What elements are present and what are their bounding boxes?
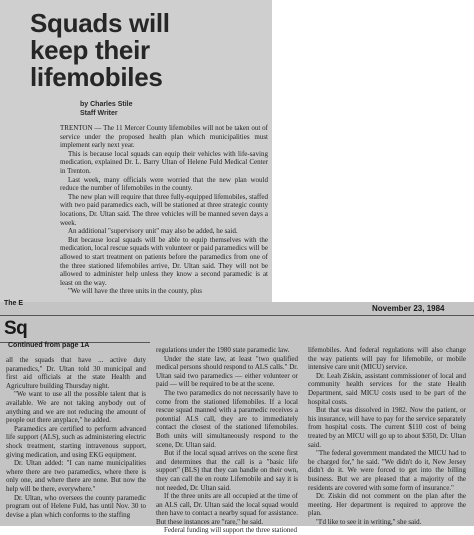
jump-column-1 xyxy=(6,356,146,519)
paragraph: Last week, many officials were worried that the new plan would reduce the number of lifemobiles in the county. xyxy=(60,175,268,193)
paragraph: "I'd like to see it in writing," she said. xyxy=(316,517,422,526)
paragraph: Under the state law, at least "two qualified medical persons should respond to ALS calls." Dr. Ultan said two paramedics — either volunteer or paid — will be required to be at the scene. xyxy=(156,354,298,389)
paragraph: The two paramedics do not necessarily have to come from the stationed lifemobiles. If a local rescue squad manned with a paramedic receives a potential ALS call, they are to immediately contact the closest of the stationed lifemobiles. Both units will simultaneously respond to the scene, Dr. Ultan said. xyxy=(156,388,298,449)
continued-line: Continued from page 1A xyxy=(8,342,90,349)
paragraph: Dr. Ziskin did not comment on the plan after the meeting. Her department is required to approve the plan. xyxy=(308,492,466,518)
paragraph: "We want to use all the possible talent that is available. We are not taking anybody out of anything and we are not reducing the amount of people out there anyplace," he added. xyxy=(6,390,146,425)
top-article-body xyxy=(60,124,268,296)
paragraph: lifemobiles. And federal regulations will also change the way patients will pay for lifemobile, or mobile intensive care unit (MICU) service. xyxy=(308,346,466,372)
paragraph: The new plan will require that three fully-equipped lifemobiles, staffed with two paid paramedics each, will be stationed at three strategic county locations, Dr. Ultan said. The three vehicles will be manned seven days a week. xyxy=(60,192,268,227)
paragraph: Dr. Ultan, who oversees the county paramedic program out of Helene Fuld, has until Nov. 30 to devise a plan which conforms to the staffing xyxy=(6,493,146,519)
paragraph: TRENTON — The 11 Mercer County lifemobiles will not be taken out of service under the proposed health plan which municipalities must implement early next year. xyxy=(60,124,268,150)
paragraph: Dr. Leah Ziskin, assistant commissioner of local and community health services for the state Health Department, said MICU costs used to be part of the hospital costs. xyxy=(308,371,466,406)
paragraph: Dr. Ultan added: "I can name municipalities where there are two paramedics, where there is only one, and where there are none. But now the help will be there, everywhere." xyxy=(6,459,146,493)
jump-headline: Sq xyxy=(4,318,28,339)
byline-author: by Charles Stile xyxy=(80,101,133,108)
headline: Squads will keep their lifemobiles xyxy=(30,8,170,92)
divider xyxy=(0,315,474,316)
top-clipping xyxy=(0,0,272,305)
paragraph: But that was dissolved in 1982. Now the patient, or his insurance, will have to pay for the service separately from hospital costs. The current $110 cost of being treated by an MICU will go up to about $350, Dr. Ultan said. xyxy=(308,406,466,449)
paragraph: Paramedics are certified to perform advanced life support (ALS), such as administering electric shock treatment, starting intravenous support, giving medication, and using EKG equipment. xyxy=(6,424,146,459)
paragraph: If the three units are all occupied at the time of an ALS call, Dr. Ultan said the local squad would then have to contact a nearby squad for assistance. But these instances are "rare," he said. xyxy=(156,492,298,526)
paragraph: But if the local squad arrives on the scene first and determines that the call is a "basic life support" (BLS) that they can handle on their own, they can call the en route Lifemobile and say it is not needed, Dr. Ultan said. xyxy=(156,449,298,492)
paragraph: This is because local squads can equip their vehicles with life-saving medication, explained Dr. L. Barry Ultan of Helene Fuld Medical Center in Trenton. xyxy=(60,149,268,175)
jump-column-2 xyxy=(156,346,298,535)
jump-column-3 xyxy=(308,346,466,526)
paragraph: But because local squads will be able to equip themselves with the medication, local rescue squads with volunteer or paid paramedics will be allowed to start treatment on patients before the paramedics from one of the three stationed lifemobiles arrive, Dr. Ultan said. They will not be allowed to administer help unless they know a second paramedic is at least on the way. xyxy=(60,235,268,287)
paragraph: all the squads that have ... active duty paramedics," Dr. Ultan told 30 municipal and first aid officials at the state Health and Agriculture building Thursday night. xyxy=(6,356,146,390)
date-stamp: November 23, 1984 xyxy=(372,304,445,313)
masthead-fragment: The E xyxy=(4,300,24,307)
byline xyxy=(80,100,133,118)
paragraph: Federal funding will support the three stationed xyxy=(164,526,297,535)
paragraph: "We will have the three units in the county, plus xyxy=(68,287,203,296)
paragraph: An additional "supervisory unit" may also be added, he said. xyxy=(68,227,238,236)
paragraph: regulations under the 1980 state paramedic law. xyxy=(156,346,290,354)
paragraph: "The federal government mandated the MICU had to be charged for," he said. "We didn't do it, New Jersey didn't do it. We were forced to get into the billing business. But we are pleased that a majority of the residents are covered with some form of insurance." xyxy=(308,449,466,492)
byline-role: Staff Writer xyxy=(80,110,118,117)
